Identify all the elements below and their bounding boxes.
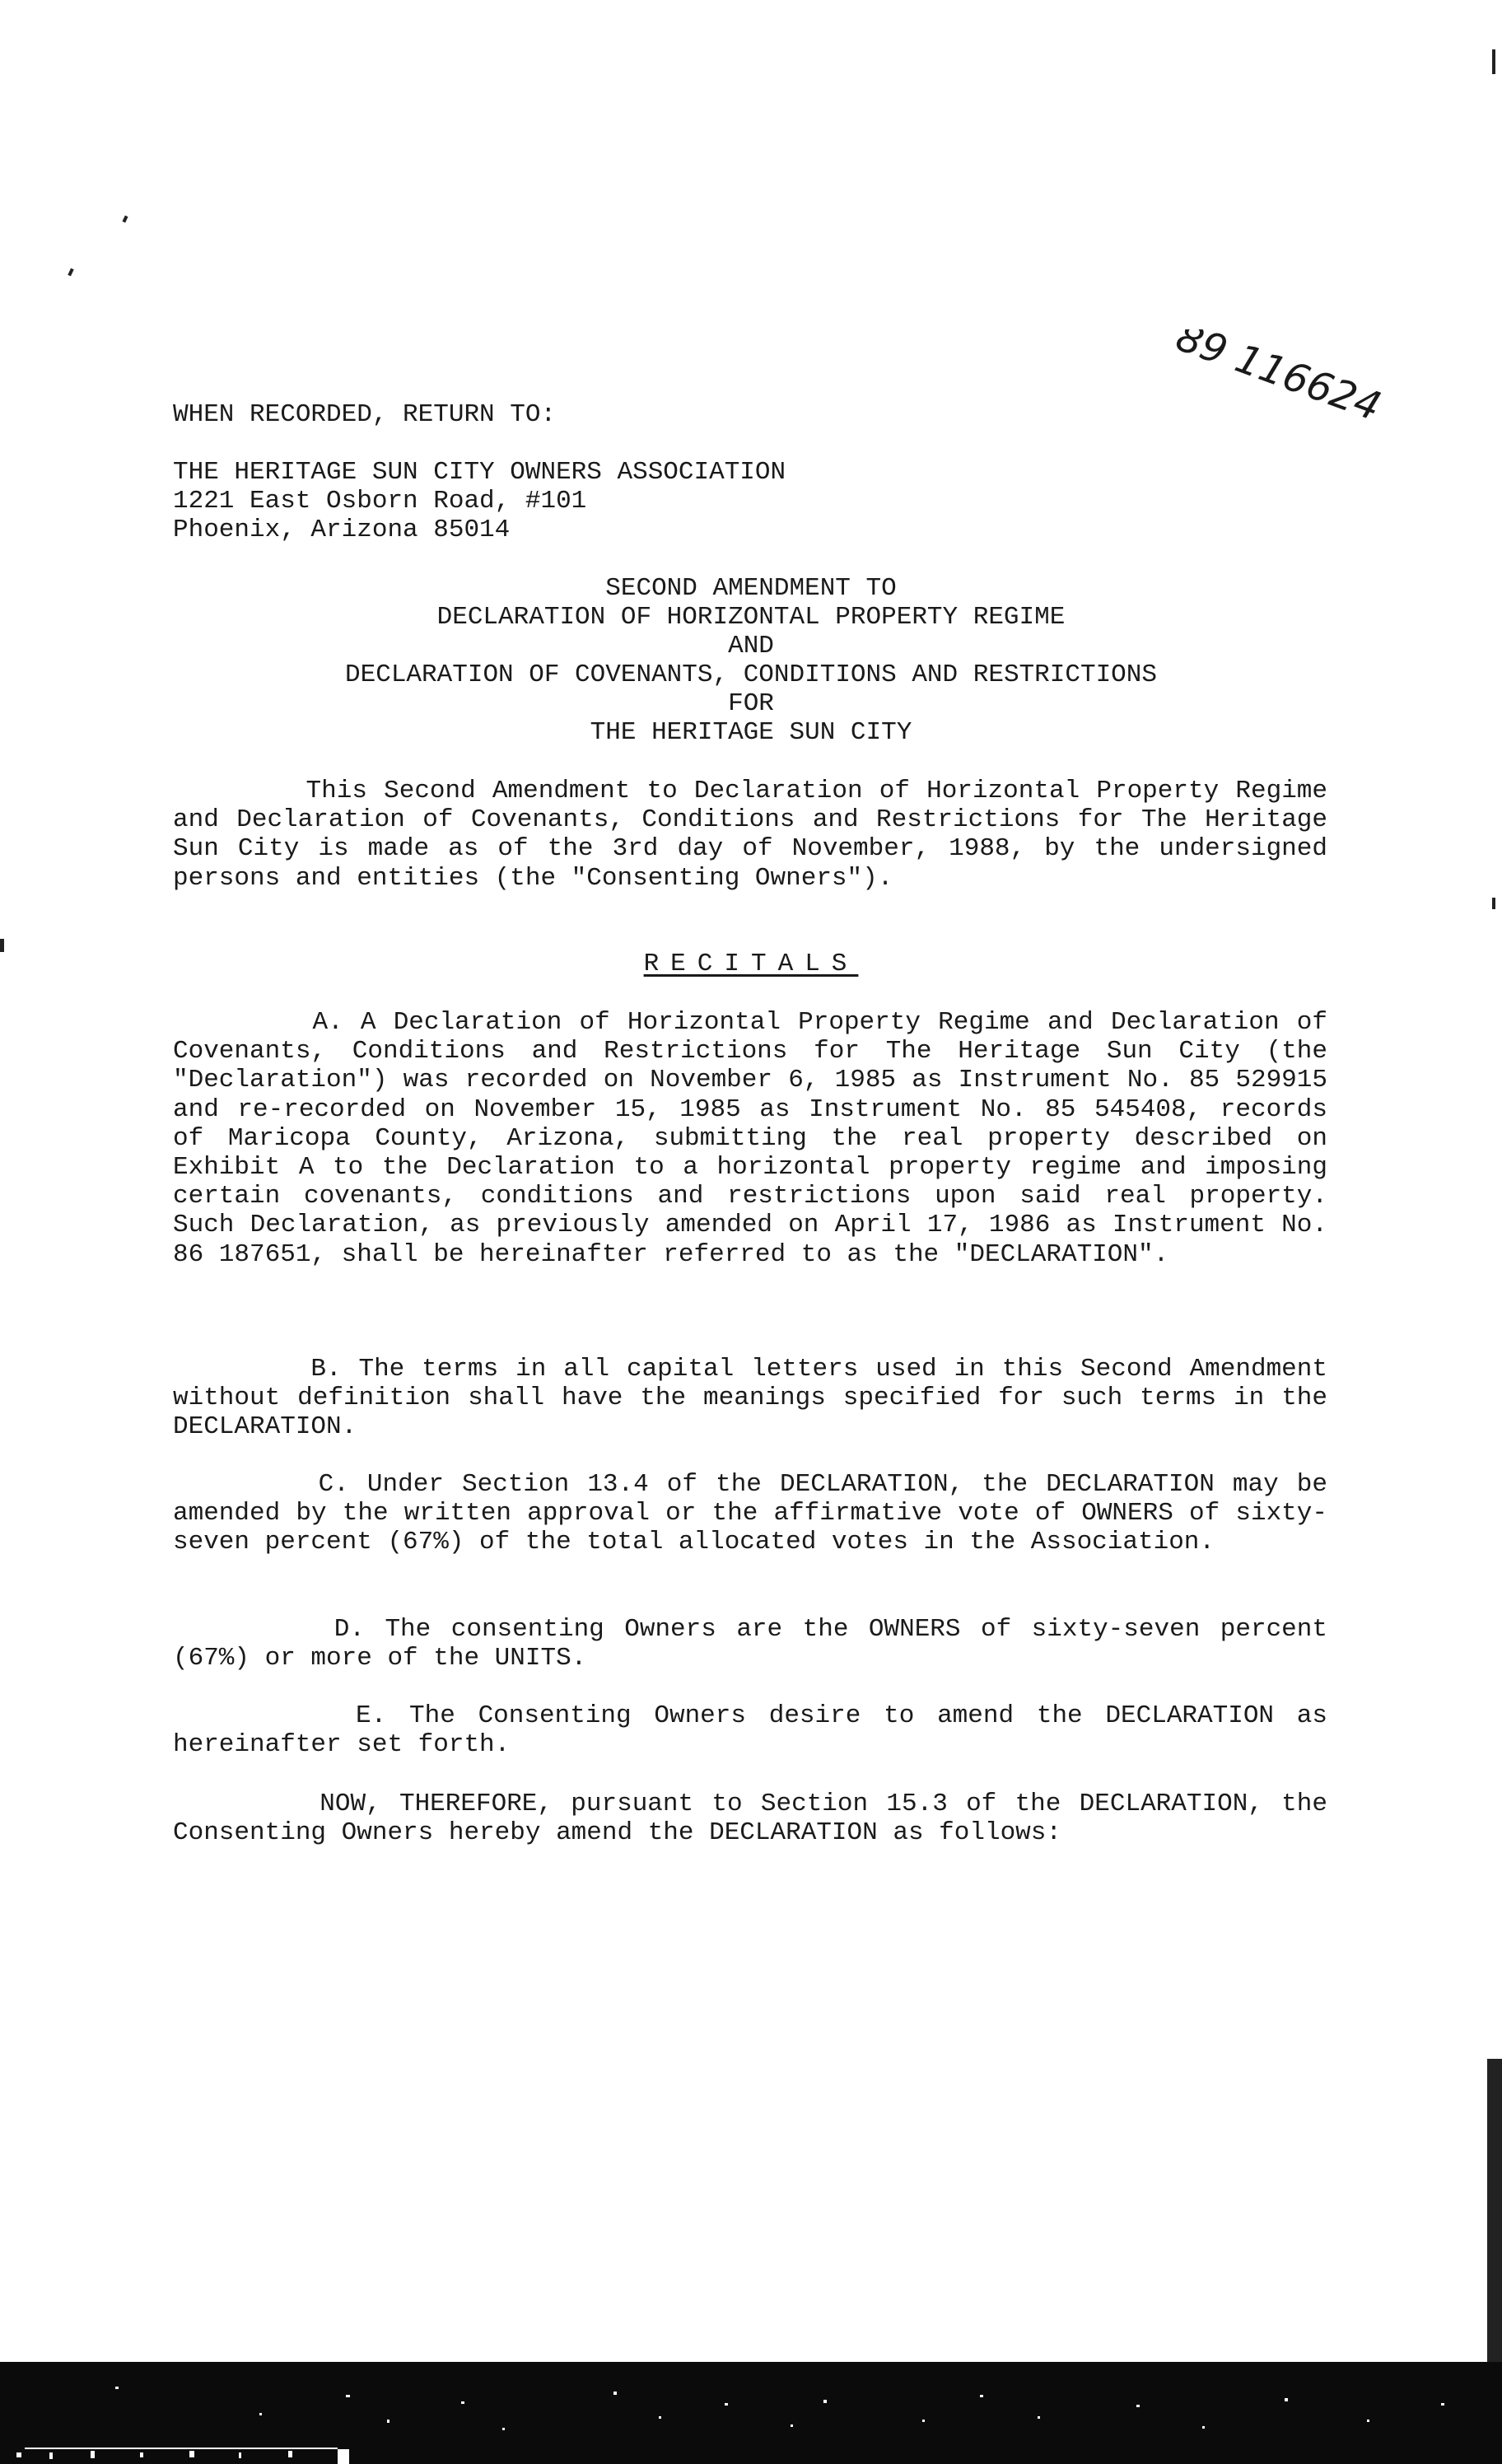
scan-noise-band — [0, 2362, 1502, 2464]
intro-paragraph: This Second Amendment to Declaration of Horizontal Property Regime and Declaration of Covenants, Conditions and Restrictions for The Heritage Sun City is made as of the 3rd day of November, 1988, by the undersigned persons and entities (the "Consenting Owners"). — [173, 777, 1327, 893]
recital-c-paragraph: C. Under Section 13.4 of the DECLARATION, the DECLARATION may be amended by the written approval or the affirmative vote of OWNERS of sixty-seven percent (67%) of the total allocated votes in the Association. — [173, 1470, 1327, 1557]
document-title-line: DECLARATION OF COVENANTS, CONDITIONS AND RESTRICTIONS — [345, 660, 1157, 689]
recording-number-handwritten — [1157, 329, 1404, 453]
document-title-line: FOR — [728, 689, 774, 718]
scan-speck — [122, 216, 128, 223]
document-title-line: AND — [728, 632, 774, 660]
handwritten-number-drawing — [1157, 329, 1404, 453]
recitals-heading: RECITALS — [643, 950, 859, 978]
return-to-line: THE HERITAGE SUN CITY OWNERS ASSOCIATION — [173, 458, 786, 487]
handwritten-number-text: 89 116624 — [1170, 329, 1388, 431]
return-to-heading: WHEN RECORDED, RETURN TO: — [173, 400, 557, 429]
scan-edge-mark — [1487, 2059, 1502, 2364]
scan-edge-mark — [1492, 898, 1495, 909]
scan-speck — [68, 268, 73, 277]
scan-edge-mark — [1492, 49, 1495, 74]
return-to-line: Phoenix, Arizona 85014 — [173, 516, 511, 544]
recital-e-paragraph: E. The Consenting Owners desire to amend the DECLARATION as hereinafter set forth. — [173, 1701, 1327, 1760]
document-title-line: DECLARATION OF HORIZONTAL PROPERTY REGIME — [436, 603, 1066, 632]
document-title-line: THE HERITAGE SUN CITY — [590, 718, 912, 747]
recital-b-paragraph: B. The terms in all capital letters used in this Second Amendment without definition shall have the meanings specified for such terms in the DECLARATION. — [173, 1355, 1327, 1442]
recital-d-paragraph: D. The consenting Owners are the OWNERS of sixty-seven percent (67%) or more of the UNITS. — [173, 1615, 1327, 1673]
return-to-line: 1221 East Osborn Road, #101 — [173, 487, 587, 516]
now-therefore-paragraph: NOW, THEREFORE, pursuant to Section 15.3 of the DECLARATION, the Consenting Owners hereby amend the DECLARATION as follows: — [173, 1790, 1327, 1848]
document-title-line: SECOND AMENDMENT TO — [605, 574, 897, 603]
scan-noise-pattern — [0, 2362, 1502, 2464]
recital-a-paragraph: A. A Declaration of Horizontal Property Regime and Declaration of Covenants, Conditions and Restrictions for The Heritage Sun City (the "Declaration") was recorded on November 6, 1985 as Instrument No. 85 529915 and re-recorded on November 15, 1985 as Instrument No. 85 545408, records of Maricopa County, Arizona, submitting the real property described on Exhibit A to the Declaration to a horizontal property regime and imposing certain covenants, conditions and restrictions upon said real property. Such Declaration, as previously amended on April 17, 1986 as Instrument No. 86 187651, shall be hereinafter referred to as the "DECLARATION". — [173, 1008, 1327, 1269]
